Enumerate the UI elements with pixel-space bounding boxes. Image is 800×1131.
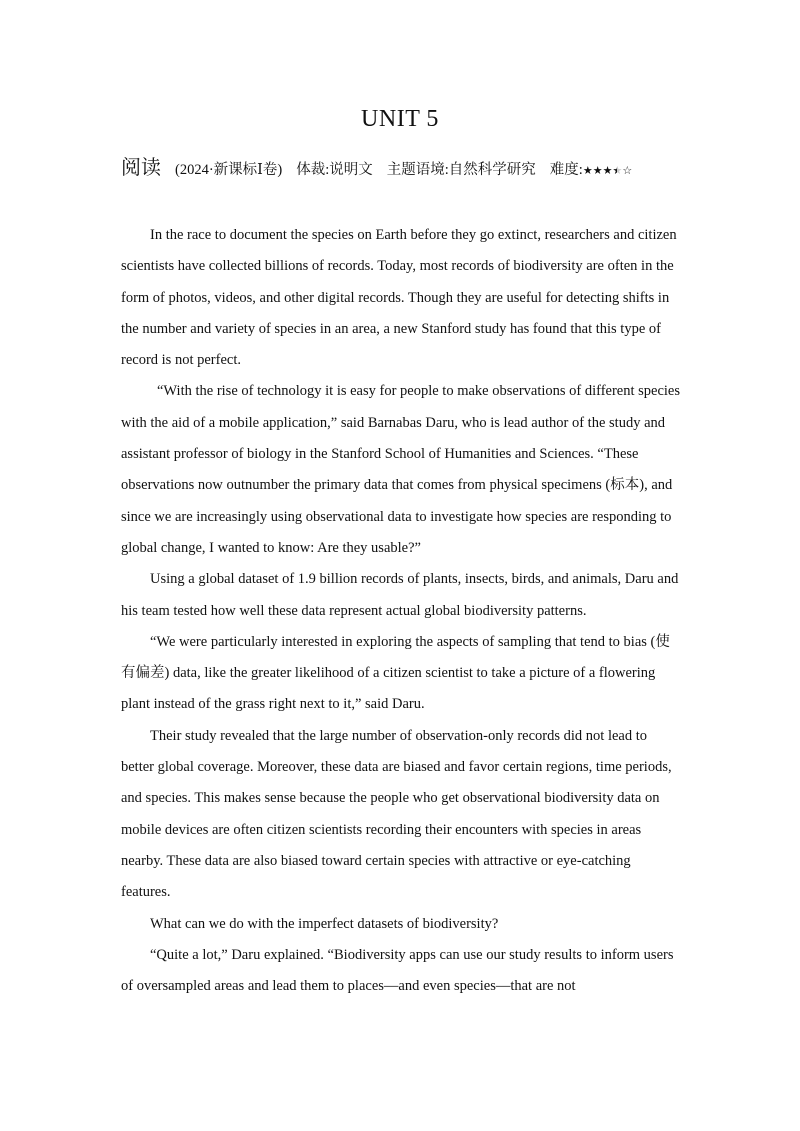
- difficulty-label: 难度:: [549, 162, 583, 178]
- article-body: [121, 220, 681, 1002]
- exam-source: (2024·新课标Ⅰ卷): [175, 162, 283, 178]
- reading-label: 阅读: [121, 157, 161, 179]
- genre-label: 体裁:说明文: [296, 162, 373, 178]
- star-full-icon: ★: [582, 164, 593, 177]
- paragraph: Using a global dataset of 1.9 billion records of plants, insects, birds, and animals, Daru and his team tested how well these data represent actual global biodiversity patterns.: [121, 571, 679, 619]
- paragraph: “Quite a lot,” Daru explained. “Biodiversity apps can use our study results to inform users of oversampled areas and lead them to places—and even species—that are not: [121, 946, 674, 995]
- star-empty-icon: ☆: [622, 164, 633, 177]
- difficulty-rating: [583, 164, 632, 177]
- paragraph: What can we do with the imperfect datasets of biodiversity?: [150, 915, 499, 932]
- reading-meta-line: [121, 156, 721, 183]
- paragraph: In the race to document the species on Earth before they go extinct, researchers and citizen scientists have collected billions of records. Today, most records of biodiversity are often in the form of photos, videos, and other digital records. Though they are useful for detecting shifts in the number and variety of species in an area, a new Stanford study has found that this type of record is not perfect.: [121, 227, 677, 369]
- paragraph: “We were particularly interested in exploring the aspects of sampling that tend to bias (使有偏差) data, like the greater likelihood of a citizen scientist to take a picture of a flowering plant instead of the grass right next to it,” said Daru.: [121, 633, 670, 713]
- paragraph: Their study revealed that the large number of observation-only records did not lead to better global coverage. Moreover, these data are biased and favor certain regions, time periods, and species. This makes sense because the people who get observational biodiversity data on mobile devices are often citizen scientists recording their encounters with species in areas nearby. These data are also biased toward certain species with attractive or eye-catching features.: [121, 727, 672, 901]
- star-full-icon: ★: [602, 164, 613, 177]
- star-half-icon: ★ ★: [612, 159, 622, 183]
- paragraph: “With the rise of technology it is easy for people to make observations of different species with the aid of a mobile application,” said Barnabas Daru, who is lead author of the study and assistant professor of biology in the Stanford School of Humanities and Sciences. “These observations now outnumber the primary data that comes from physical specimens (标本), and since we are increasingly using observational data to investigate how species are responding to global change, I wanted to know: Are they usable?”: [121, 383, 681, 556]
- theme-label: 主题语境:自然科学研究: [386, 162, 536, 178]
- star-full-icon: ★: [592, 164, 603, 177]
- unit-title: UNIT 5: [361, 106, 439, 132]
